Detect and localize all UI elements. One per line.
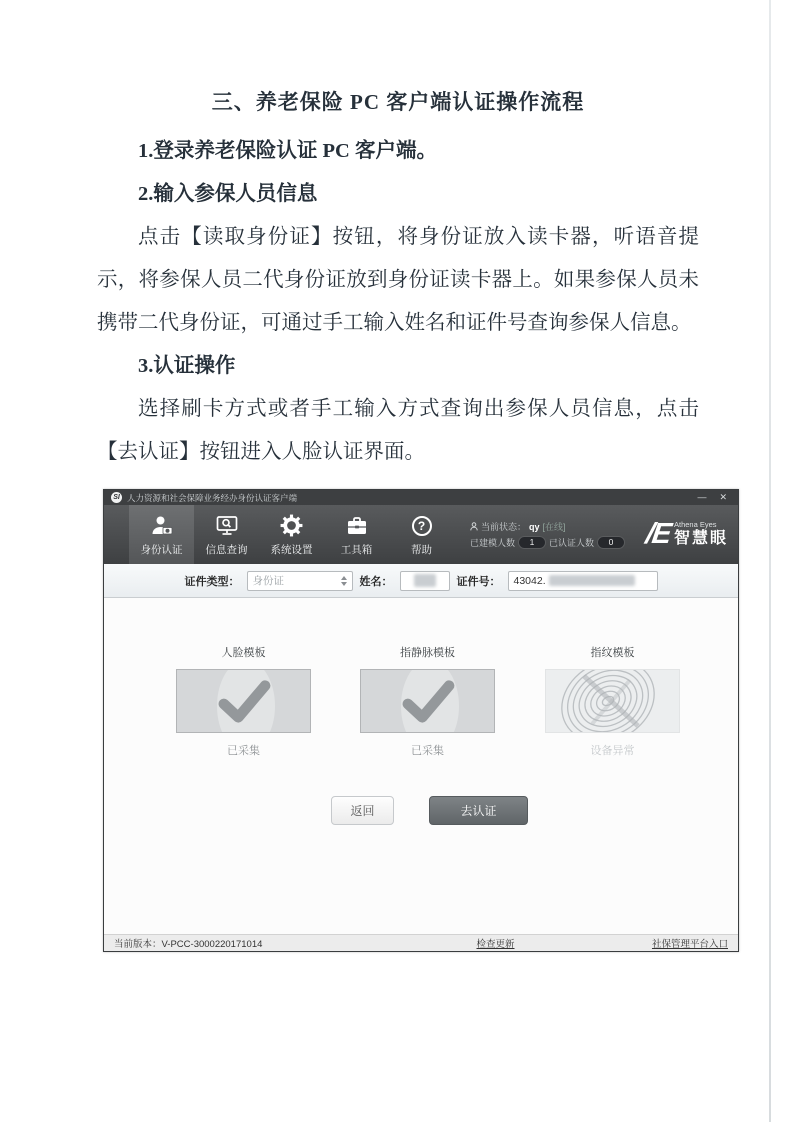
person-camera-icon — [150, 513, 174, 539]
authed-count-label: 已认证人数 — [549, 538, 595, 548]
main-content — [104, 598, 738, 936]
back-button[interactable]: 返回 — [331, 796, 394, 825]
platform-entry-link[interactable]: 社保管理平台入口 — [651, 939, 728, 950]
brand-name-en: Athena Eyes — [673, 519, 717, 529]
finger-vein-template-panel — [360, 644, 495, 758]
brand-text — [674, 521, 728, 548]
counts-row — [470, 536, 625, 549]
monitor-search-icon — [215, 513, 239, 539]
finger-vein-template-preview — [360, 669, 495, 733]
cert-type-label: 证件类型： — [184, 575, 240, 588]
version-text: 当前版本：V-PCC-3000220171014 — [114, 939, 263, 950]
nav-item-help[interactable] — [389, 505, 454, 564]
redacted-cert-no-value — [549, 575, 635, 586]
nav-item-toolbox[interactable] — [324, 505, 389, 564]
minimize-button[interactable]: — — [697, 492, 707, 502]
fingerprint-template-panel — [545, 644, 680, 758]
nav-item-label: 系统设置 — [270, 543, 313, 556]
app-window — [103, 489, 739, 952]
name-input[interactable] — [400, 571, 450, 591]
modeled-count-label: 已建模人数 — [470, 538, 516, 548]
gear-icon — [279, 513, 304, 539]
athena-eyes-logo-icon: /E — [643, 518, 672, 550]
panel-status: 设备异常 — [590, 745, 635, 757]
doc-paragraph-authenticate: 选择刷卡方式或者手工输入方式查询出参保人员信息，点击【去认证】按钮进入人脸认证界面。 — [97, 398, 699, 463]
current-status-label: 当前状态： — [481, 522, 527, 532]
nav-item-info-query[interactable] — [194, 505, 259, 564]
brand-block — [643, 505, 738, 564]
modeled-count-badge: 1 — [518, 536, 546, 549]
redacted-name-value — [414, 574, 436, 587]
current-user: qy — [529, 521, 540, 532]
nav-item-label: 信息查询 — [205, 543, 248, 556]
name-label: 姓名： — [359, 575, 393, 588]
face-template-panel — [176, 644, 311, 758]
nav-item-label: 帮助 — [411, 543, 432, 556]
doc-step-1: 1.登录养老保险认证 PC 客户端。 — [138, 140, 437, 162]
nav-item-identity-auth[interactable] — [129, 505, 194, 564]
cert-no-input[interactable] — [508, 571, 658, 591]
document-body — [97, 86, 699, 474]
panel-title: 人脸模板 — [221, 647, 266, 659]
nav-bar — [104, 505, 738, 564]
title-bar — [104, 490, 738, 505]
cert-no-label: 证件号： — [456, 575, 501, 588]
toolbox-icon — [345, 513, 369, 539]
doc-title: 三、养老保险 PC 客户端认证操作流程 — [211, 90, 585, 114]
search-form-bar — [104, 564, 738, 598]
nav-item-label: 身份认证 — [140, 543, 183, 556]
check-update-link[interactable]: 检查更新 — [476, 939, 515, 950]
nav-item-system-settings[interactable] — [259, 505, 324, 564]
checkmark-icon — [214, 677, 274, 725]
fingerprint-icon — [546, 670, 679, 732]
go-authenticate-button[interactable]: 去认证 — [429, 796, 528, 825]
checkmark-icon — [398, 677, 458, 725]
authed-count-badge: 0 — [597, 536, 625, 549]
fingerprint-template-preview — [545, 669, 680, 733]
online-state: [在线] — [542, 522, 566, 532]
spinner-arrows-icon — [341, 576, 347, 586]
cert-type-select[interactable] — [247, 571, 353, 591]
panel-status: 已采集 — [411, 745, 444, 757]
nav-item-label: 工具箱 — [340, 543, 373, 556]
panel-title: 指纹模板 — [590, 647, 635, 659]
panel-status: 已采集 — [227, 745, 260, 757]
scan-edge-line — [769, 0, 771, 1122]
app-footer-bar — [104, 934, 738, 951]
question-circle-icon: ? — [412, 513, 432, 539]
cert-no-value: 43042. — [513, 574, 546, 587]
doc-step-2: 2.输入参保人员信息 — [138, 183, 318, 205]
doc-step-3: 3.认证操作 — [138, 355, 236, 377]
user-icon — [470, 522, 478, 531]
face-template-preview — [176, 669, 311, 733]
doc-paragraph-read-id: 点击【读取身份证】按钮，将身份证放入读卡器，听语音提示，将参保人员二代身份证放到身份证读卡器上。如果参保人员未携带二代身份证，可通过手工输入姓名和证件号查询参保人信息。 — [97, 226, 699, 334]
cert-type-value: 身份证 — [252, 575, 284, 587]
status-block — [470, 505, 625, 564]
panel-title: 指静脉模板 — [400, 647, 455, 659]
window-title: 人力资源和社会保障业务经办身份认证客户端 — [127, 492, 298, 503]
close-button[interactable]: ✕ — [719, 492, 727, 502]
brand-name-cn: 智慧眼 — [673, 529, 728, 547]
current-status-row — [470, 520, 625, 533]
social-insurance-logo-icon: SI — [111, 492, 122, 503]
